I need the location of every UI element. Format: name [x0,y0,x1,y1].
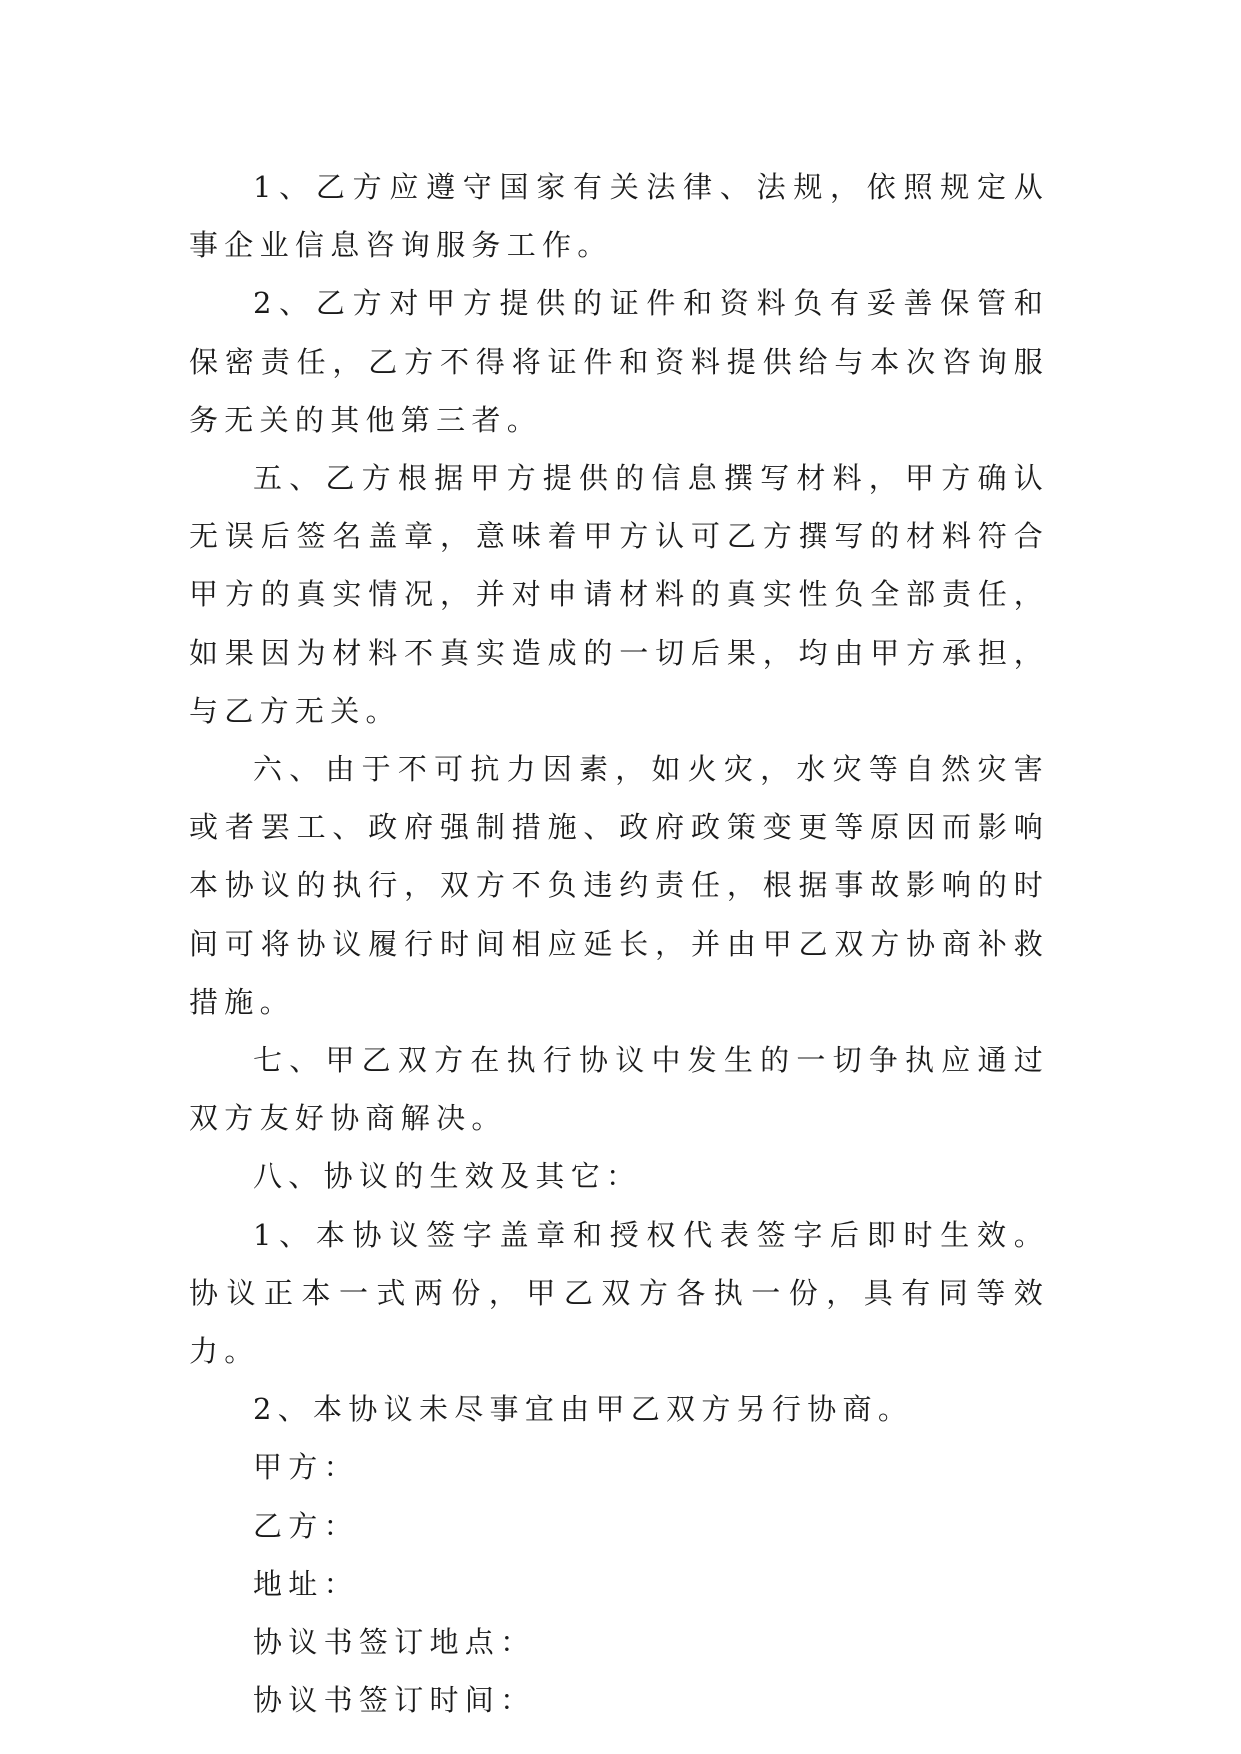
party-a-label: 甲方： [253,1450,359,1485]
address-label: 地址： [253,1566,359,1601]
clause-eight-item-2: 2、本协议未尽事宜由甲乙双方另行协商。 [253,1392,914,1427]
signing-time-label: 协议书签订时间： [253,1683,536,1718]
clause-six-force-majeure: 六、由于不可抗力因素，如火灾，水灾等自然灾害或者罢工、政府强制措施、政府政策变更等原因而影响本协议的执行，双方不负违约责任，根据事故影响的时间可将协议履行时间相应延长，并由甲乙双方协商补救措施。 [189,752,1049,1019]
clause-eight-item-1: 1、本协议签字盖章和授权代表签字后即时生效。协议正本一式两份，甲乙双方各执一份，具有同等效力。 [189,1217,1049,1369]
party-b-label: 乙方： [253,1508,359,1543]
clause-2-confidentiality: 2、乙方对甲方提供的证件和资料负有妥善保管和保密责任，乙方不得将证件和资料提供给与本次咨询服务无关的其他第三者。 [189,286,1049,437]
clause-1-compliance: 1、乙方应遵守国家有关法律、法规，依照规定从事企业信息咨询服务工作。 [189,170,1049,263]
document-body [189,158,1049,1729]
clause-eight-heading: 八、协议的生效及其它： [253,1159,642,1194]
signing-place-label: 协议书签订地点： [253,1625,536,1660]
clause-seven-disputes: 七、甲乙双方在执行协议中发生的一切争执应通过双方友好协商解决。 [189,1043,1049,1136]
clause-five-materials: 五、乙方根据甲方提供的信息撰写材料，甲方确认无误后签名盖章，意味着甲方认可乙方撰写的材料符合甲方的真实情况，并对申请材料的真实性负全部责任，如果因为材料不真实造成的一切后果，均由甲方承担，与乙方无关。 [189,461,1049,728]
